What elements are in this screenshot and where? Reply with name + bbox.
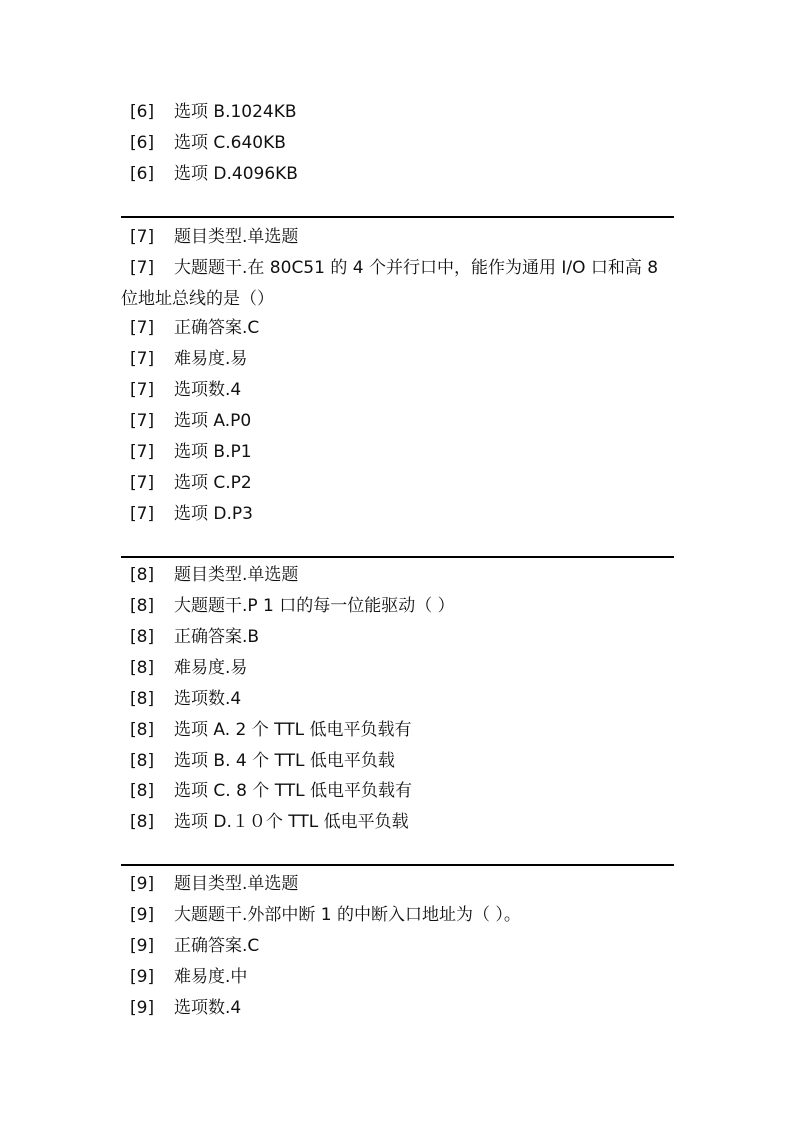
question-number: [8] <box>130 658 155 678</box>
line-text: 正确答案.B <box>174 627 260 647</box>
question-number: [9] <box>130 998 155 1018</box>
q8-option-d <box>130 810 409 834</box>
question-number: [7] <box>130 318 155 338</box>
q7-answer <box>130 316 259 340</box>
line-text: 题目类型.单选题 <box>174 874 299 894</box>
line-text: 题目类型.单选题 <box>174 227 299 247</box>
line-text: 选项 C.640KB <box>174 133 286 153</box>
line-text: 选项 A. 2 个 TTL 低电平负载有 <box>174 720 412 740</box>
q7-difficulty <box>130 347 247 371</box>
section-divider <box>121 216 674 218</box>
q8-option-b <box>130 749 395 773</box>
question-number: [8] <box>130 720 155 740</box>
q6-option-b <box>130 100 297 124</box>
q7-stem <box>130 256 658 280</box>
line-text: 选项 D.１０个 TTL 低电平负载 <box>174 812 409 832</box>
q7-type <box>130 225 298 249</box>
line-text: 正确答案.C <box>174 936 260 956</box>
q9-type <box>130 872 298 896</box>
question-number: [7] <box>130 473 155 493</box>
q9-difficulty <box>130 965 247 989</box>
line-text: 大题题干.P 1 口的每一位能驱动（ ） <box>174 596 455 616</box>
line-text: 选项 D.4096KB <box>174 164 298 184</box>
q8-difficulty <box>130 656 247 680</box>
question-number: [8] <box>130 627 155 647</box>
question-number: [7] <box>130 380 155 400</box>
q8-option-a <box>130 718 412 742</box>
question-number: [9] <box>130 967 155 987</box>
question-number: [8] <box>130 812 155 832</box>
q8-stem <box>130 594 455 618</box>
q7-option-c <box>130 471 252 495</box>
line-text: 选项 C.P2 <box>174 473 252 493</box>
section-divider <box>121 864 674 866</box>
stem-text-line1: 大题题干.在 80C51 的 4 个并行口中，能作为通用 I/O 口和高 8 <box>174 258 659 278</box>
line-text: 选项 D.P3 <box>174 504 253 524</box>
question-number: [9] <box>130 905 155 925</box>
line-text: 选项 B.1024KB <box>174 102 297 122</box>
q6-option-c <box>130 131 286 155</box>
question-number: [6] <box>130 133 155 153</box>
line-text: 选项 A.P0 <box>174 411 252 431</box>
q8-answer <box>130 625 259 649</box>
question-number: [7] <box>130 227 155 247</box>
line-text: 选项 B.P1 <box>174 442 252 462</box>
question-number: [7] <box>130 349 155 369</box>
line-text: 难易度.中 <box>174 967 248 987</box>
line-text: 题目类型.单选题 <box>174 565 299 585</box>
question-number: [8] <box>130 596 155 616</box>
question-number: [8] <box>130 689 155 709</box>
question-number: [6] <box>130 102 155 122</box>
line-text: 选项数.4 <box>174 380 242 400</box>
question-number: [8] <box>130 781 155 801</box>
question-number: [7] <box>130 442 155 462</box>
q7-option-count <box>130 378 241 402</box>
q9-answer <box>130 934 259 958</box>
q9-option-count <box>130 996 241 1020</box>
question-number: [7] <box>130 504 155 524</box>
question-number: [7] <box>130 411 155 431</box>
line-text: 选项 B. 4 个 TTL 低电平负载 <box>174 751 395 771</box>
line-text: 正确答案.C <box>174 318 260 338</box>
line-text: 大题题干.外部中断 1 的中断入口地址为（ ）。 <box>174 905 521 925</box>
line-text: 难易度.易 <box>174 349 248 369</box>
question-number: [9] <box>130 874 155 894</box>
q9-stem <box>130 903 521 927</box>
question-number: [8] <box>130 751 155 771</box>
line-text: 选项 C. 8 个 TTL 低电平负载有 <box>174 781 413 801</box>
line-text: 选项数.4 <box>174 689 242 709</box>
q8-option-c <box>130 779 412 803</box>
q7-option-d <box>130 502 253 526</box>
question-number: [7] <box>130 258 155 278</box>
line-text: 选项数.4 <box>174 998 242 1018</box>
q7-option-b <box>130 440 252 464</box>
section-divider <box>121 556 674 558</box>
q7-stem-continued: 位地址总线的是（） <box>121 289 274 309</box>
question-number: [8] <box>130 565 155 585</box>
q8-option-count <box>130 687 241 711</box>
question-number: [6] <box>130 164 155 184</box>
q7-option-a <box>130 409 251 433</box>
question-number: [9] <box>130 936 155 956</box>
q8-type <box>130 563 298 587</box>
q6-option-d <box>130 162 298 186</box>
line-text: 难易度.易 <box>174 658 248 678</box>
